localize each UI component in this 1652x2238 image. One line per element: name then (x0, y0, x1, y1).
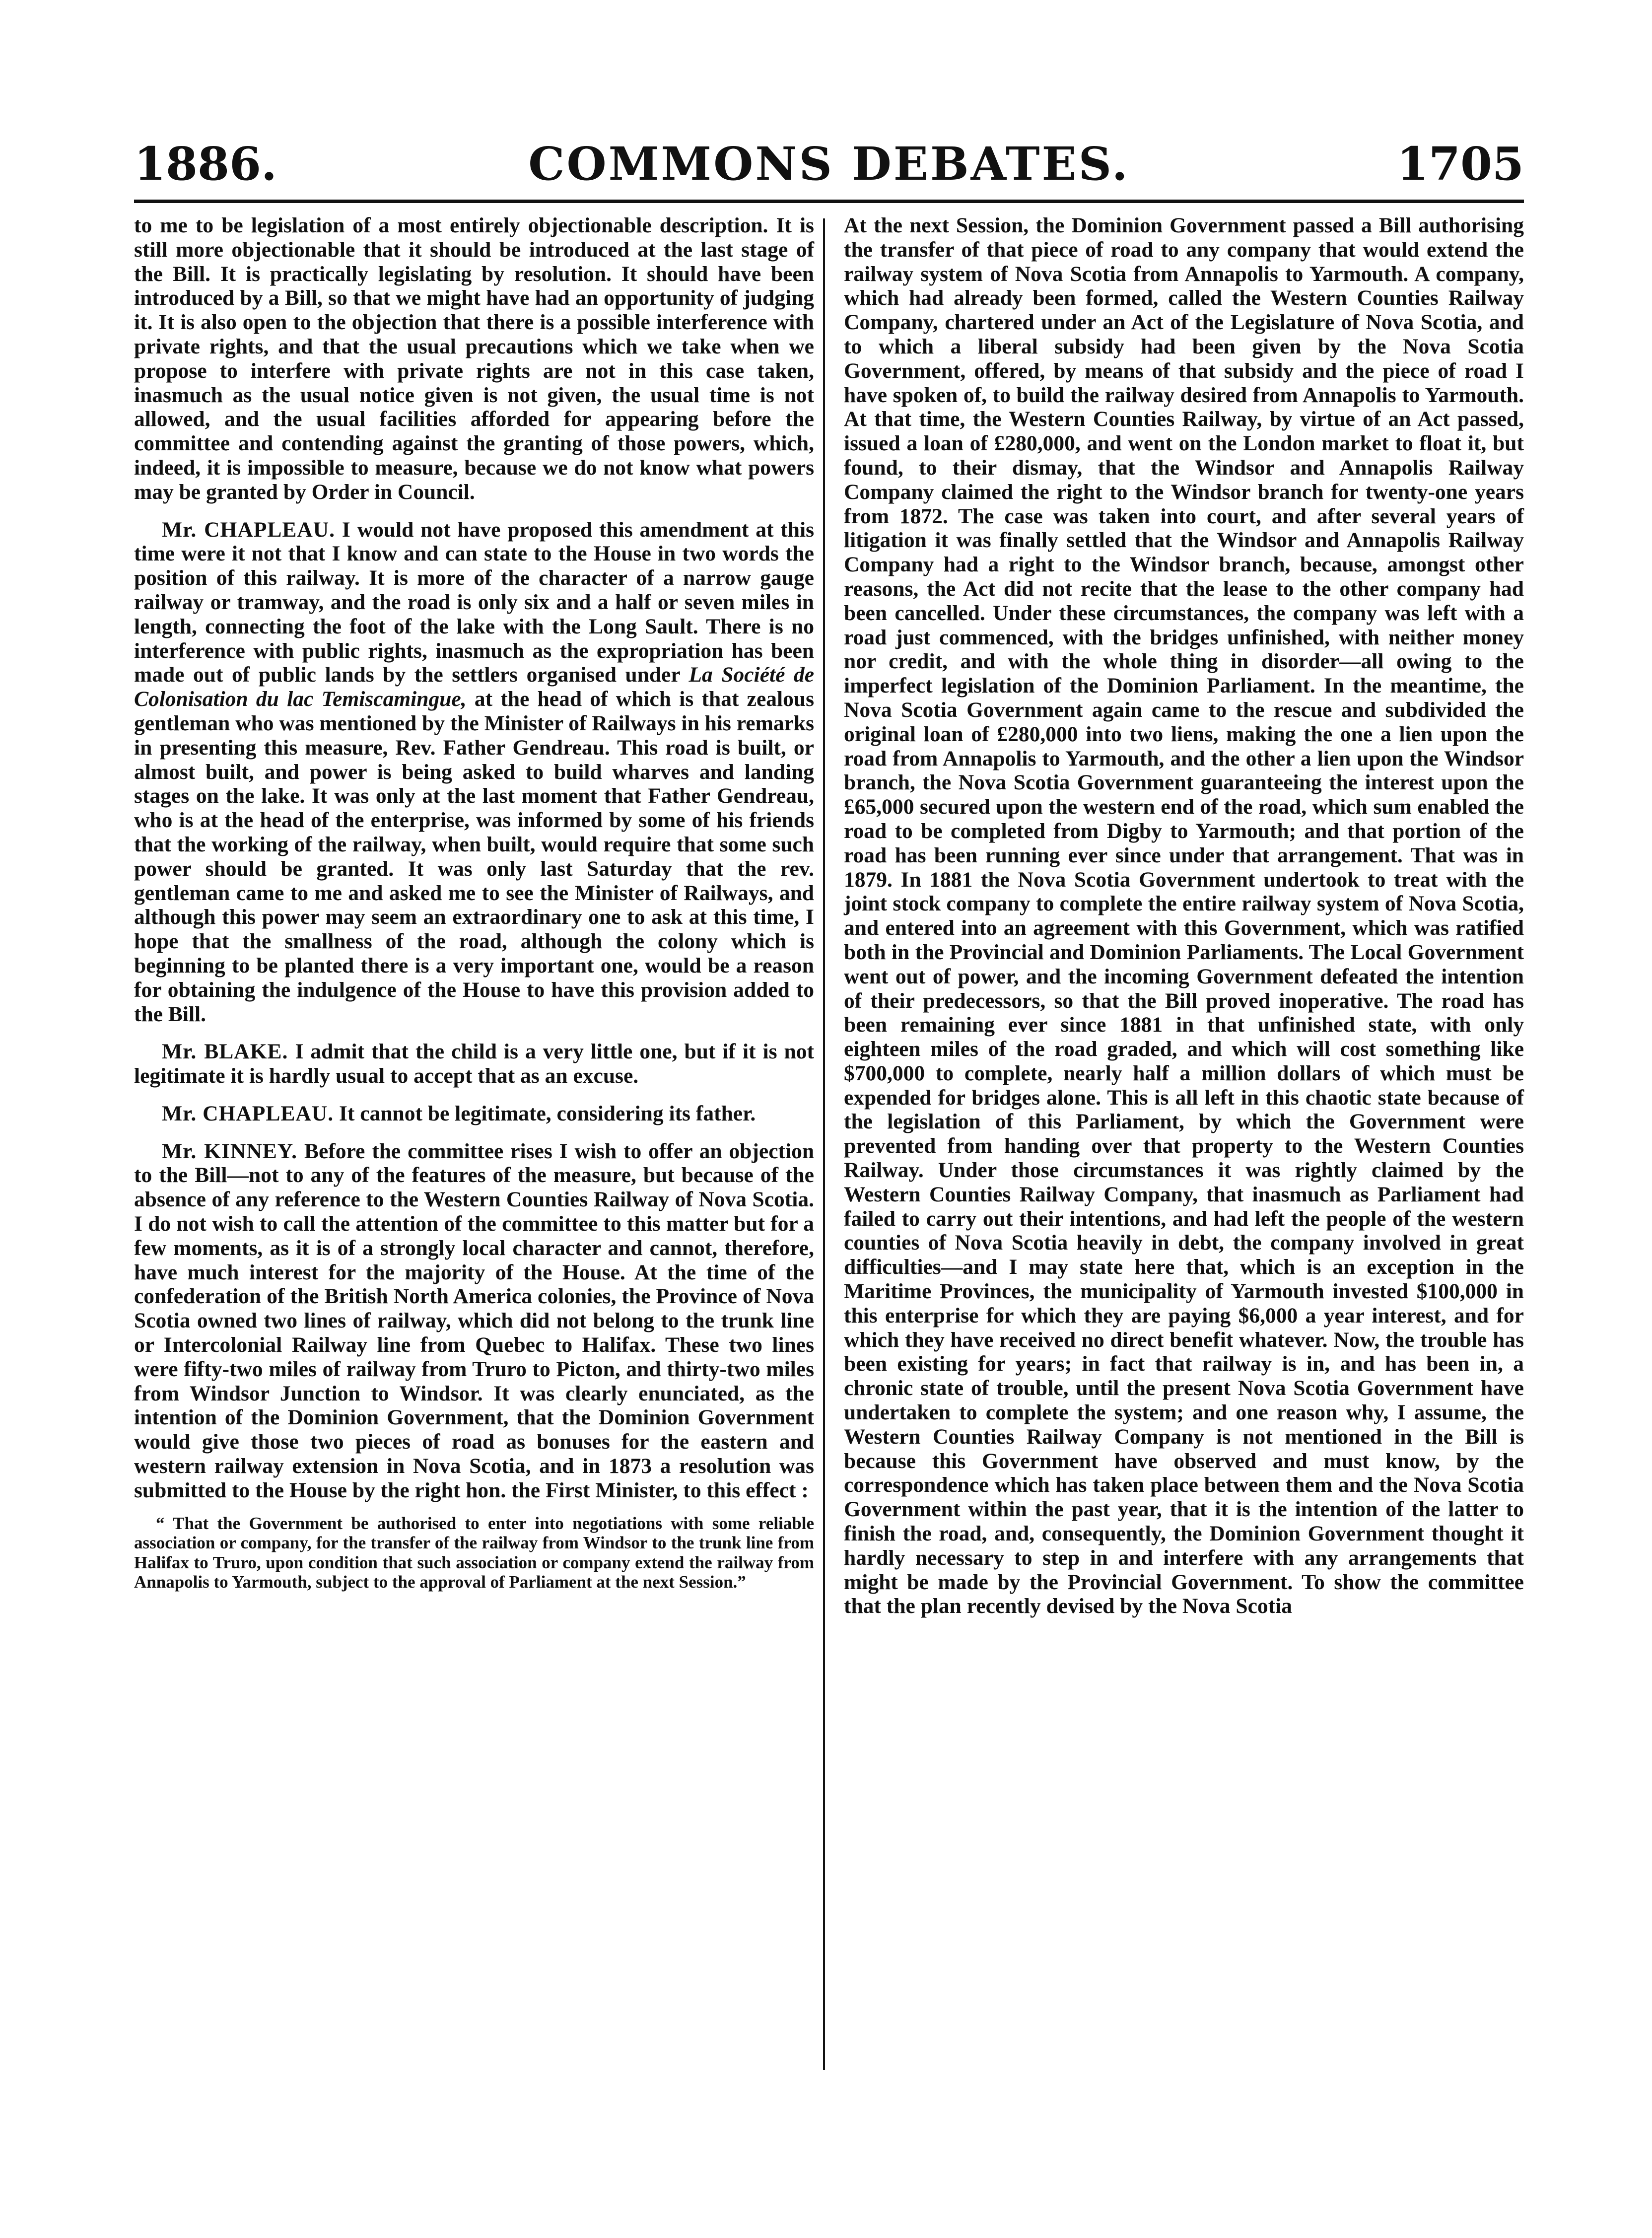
speaker-name: Mr. CHAPLEAU. (162, 1101, 334, 1125)
publication-title: COMMONS DEBATES. (528, 137, 1130, 191)
left-column (134, 213, 814, 1592)
speaker-name: Mr. KINNEY. (162, 1139, 298, 1163)
column-rule (823, 218, 825, 2070)
continuation-paragraph: to me to be legislation of a most entirely objectionable description. It is still more objectionable that it should be introduced at the last stage of the Bill. It is practically legislating by resolution. It should have been introduced by a Bill, so that we might have had an opportunity of judging it. It is also open to the objection that there is a possible interference with private rights, and that the usual precautions which we take when we propose to interfere with private rights are not in this case taken, inasmuch as the usual notice given is not given, the usual time is not allowed, and the usual facilities afforded for appearing before the committee and contending against the granting of those powers, which, indeed, it is impossible to measure, because we do not know what powers may be granted by Order in Council. (134, 213, 814, 504)
speech-chapleau-1 (134, 518, 814, 1027)
speech-text: I would not have proposed this amendment at this time were it not that I know and can state to the House in two words the position of this railway. It is more of the character of a narrow gauge railway or tramway, and the road is only six and a half or seven miles in length, connecting the foot of the lake with the Long Sault. There is no interference with public rights, inasmuch as the expropriation has been made out of public lands by the settlers organised under (134, 517, 814, 687)
right-column (844, 213, 1524, 1618)
society-name: La Société de Colonisation du lac Temiscamingue, (134, 663, 815, 711)
speech-text: Before the committee rises I wish to offer an objection to the Bill—not to any of the features of the measure, but because of the absence of any reference to the Western Counties Railway of Nova Scotia. I do not wish to call the attention of the committee to this matter but for a few moments, as it is of a strongly local character and cannot, therefore, have much interest for the majority of the House. At the time of the confederation of the British North America colonies, the Province of Nova Scotia owned two lines of railway, which did not belong to the trunk line or Intercolonial Railway line from Quebec to Halifax. These two lines were fifty-two miles of railway from Truro to Picton, and thirty-two miles from Windsor Junction to Windsor. It was clearly enunciated, as the intention of the Dominion Government, that the Dominion Government would give those two pieces of road as bonuses for the eastern and western railway extension in Nova Scotia, and in 1873 a resolution was submitted to the House by the right hon. the First Minister, to this effect : (134, 1139, 815, 1502)
page-number: 1705 (1396, 137, 1524, 191)
speech-blake (134, 1040, 814, 1088)
speech-text: It cannot be legitimate, considering its father. (339, 1101, 756, 1125)
speech-kinney (134, 1139, 814, 1503)
speech-chapleau-2 (134, 1102, 814, 1126)
page-header (134, 134, 1524, 194)
header-rule (134, 200, 1524, 203)
speaker-name: Mr. CHAPLEAU. (162, 517, 336, 542)
speaker-name: Mr. BLAKE. (162, 1040, 288, 1064)
speech-kinney-continued: At the next Session, the Dominion Government passed a Bill authorising the transfer of that piece of road to any company that would extend the railway system of Nova Scotia from Annapolis to Yarmouth. A company, which had already been formed, called the Western Counties Railway Company, chartered under an Act of the Legislature of Nova Scotia, and to which a liberal subsidy had been given by the Nova Scotia Government, offered, by means of that subsidy and the piece of road I have spoken of, to build the railway desired from Annapolis to Yarmouth. At that time, the Western Counties Railway, by virtue of an Act passed, issued a loan of £280,000, and went on the London market to float it, but found, to their dismay, that the Windsor and Annapolis Railway Company claimed the right to the Windsor branch for twenty-one years from 1872. The case was taken into court, and after several years of litigation it was finally settled that the Windsor and Annapolis Railway Company had a right to the Windsor branch, because, amongst other reasons, the Act did not recite that the lease to the other company had been cancelled. Under these circumstances, the company was left with a road just commenced, with the bridges unfinished, with neither money nor credit, and with the whole thing in disorder—all owing to the imperfect legislation of the Dominion Parliament. In the meantime, the Nova Scotia Government again came to the rescue and subdivided the original loan of £280,000 into two liens, making the one a lien upon the road from Annapolis to Yarmouth, and the other a lien upon the Windsor branch, the Nova Scotia Government guaranteeing the interest upon the £65,000 secured upon the western end of the road, which sum enabled the road to be completed from Digby to Yarmouth; and that portion of the road has been running ever since under that arrangement. That was in 1879. In 1881 the Nova Scotia Government undertook to treat with the joint stock company to complete the entire railway system of Nova Scotia, and entered into an agreement with this Government, which was ratified both in the Provincial and Dominion Parliaments. The Local Government went out of power, and the incoming Government defeated the intention of their predecessors, so that the Bill proved inoperative. The road has been remaining ever since 1881 in that unfinished state, with only eighteen miles of the road graded, and which will cost something like $700,000 to complete, nearly half a million dollars of which must be expended for bridges alone. This is all left in this chaotic state because of the legislation of this Parliament, by which the Government were prevented from handing over that property to the Western Counties Railway. Under those circumstances it was rightly claimed by the Western Counties Railway Company, that inasmuch as Parliament had failed to carry out their intentions, and had left the people of the western counties of Nova Scotia heavily in debt, the company involved in great difficulties—and I may state here that, which is an exception in the Maritime Provinces, the municipality of Yarmouth invested $100,000 in this enterprise for which they are paying $6,000 a year interest, and for which they have received no direct benefit whatever. Now, the trouble has been existing for years; in fact that railway is in, and has been in, a chronic state of trouble, until the present Nova Scotia Government have undertaken to complete the system; and one reason why, I assume, the Western Counties Railway Company is not mentioned in the Bill is because this Government have observed and must know, by the correspondence which has taken place between them and the Nova Scotia Government within the past year, that it is the intention of the latter to finish the road, and, consequently, the Dominion Government thought it hardly necessary to step in and interfere with any arrangements that might be made by the Provincial Government. To show the committee that the plan recently devised by the Nova Scotia (844, 213, 1524, 1618)
header-year: 1886. (134, 137, 277, 191)
quoted-resolution: “ That the Government be authorised to enter into negotiations with some reliable association or company, for the transfer of the railway from Windsor to the trunk line from Halifax to Truro, upon condition that such association or company extend the railway from Annapolis to Yarmouth, subject to the approval of Parliament at the next Session.” (134, 1513, 814, 1592)
speech-text: at the head of which is that zealous gentleman who was mentioned by the Minister of Railways in his remarks in presenting this measure, Rev. Father Gendreau. This road is built, or almost built, and power is being asked to build wharves and landing stages on the lake. It was only at the last moment that Father Gendreau, who is at the head of the enterprise, was informed by some of his friends that the working of the railway, when built, would require that some such power should be granted. It was only last Saturday that the rev. gentleman came to me and asked me to see the Minister of Railways, and although this power may seem an extraordinary one to ask at this time, I hope that the smallness of the road, although the colony which is beginning to be planted there is a very important one, would be a reason for obtaining the indulgence of the House to have this provision added to the Bill. (134, 687, 815, 1026)
speech-text: I admit that the child is a very little one, but if it is not legitimate it is hardly usual to accept that as an excuse. (134, 1040, 814, 1088)
